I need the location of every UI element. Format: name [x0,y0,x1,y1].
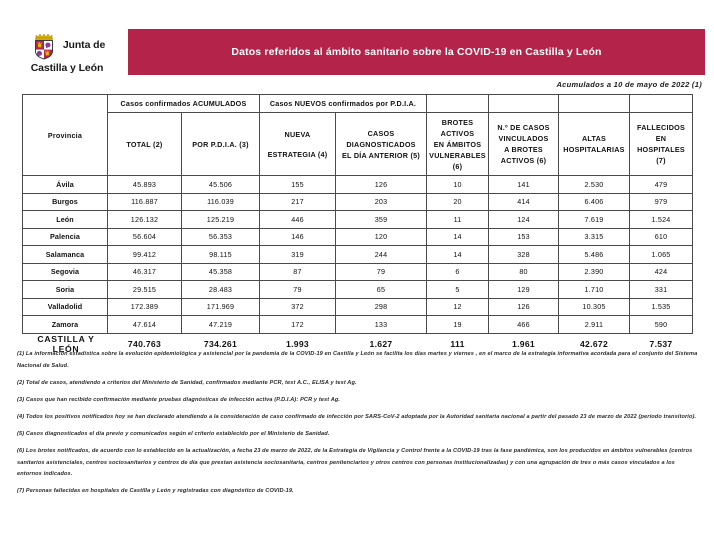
cell-brotes-activos: 20 [427,193,489,211]
cell-total-casos-dia-anterior: 1.627 [336,333,427,354]
cell-nueva-estrategia: 172 [260,316,336,334]
cell-provincia: León [23,211,108,229]
cell-altas: 7.619 [559,211,630,229]
cell-total: 172.389 [108,298,182,316]
cell-fallecidos: 1.065 [630,246,693,264]
cell-total: 56.604 [108,228,182,246]
cell-casos-dia-anterior: 126 [336,176,427,194]
column-header-fallecidos [630,113,693,176]
cell-brotes-activos: 14 [427,228,489,246]
footnote-2: (2) Total de casos, atendiendo a criterios del Ministerio de Sanidad, confirmados mediante PCR, test A.C., ELISA y test Ag. [17,379,357,386]
cell-total: 116.887 [108,193,182,211]
cell-altas: 10.305 [559,298,630,316]
cell-total: 45.893 [108,176,182,194]
cell-casos-vinculados: 129 [489,281,559,299]
cell-provincia: Salamanca [23,246,108,264]
cell-fallecidos: 331 [630,281,693,299]
col-brotes-l3: EN ÁMBITOS [433,139,482,149]
cell-altas: 6.406 [559,193,630,211]
cell-nueva-estrategia: 155 [260,176,336,194]
col-diaant-l1: CASOS [367,128,395,138]
group-header-acumulados: Casos confirmados ACUMULADOS [108,95,260,113]
footnote-7: (7) Personas fallecidas en hospitales de Castilla y León y registradas con diagnóstico de COVID-19. [17,488,294,495]
title-banner [128,29,705,75]
cell-brotes-activos: 12 [427,298,489,316]
col-brotes-l4: VULNERABLES [429,150,486,160]
footnotes [17,349,699,503]
cell-casos-dia-anterior: 120 [336,228,427,246]
cell-fallecidos: 590 [630,316,693,334]
col-vinc-l3: A BROTES [504,145,543,154]
table-row [23,263,693,281]
page-title: Datos referidos al ámbito sanitario sobre la COVID-19 en Castilla y León [231,46,602,58]
table-row [23,176,693,194]
cell-total-label: CASTILLA Y LEÓN [23,333,108,354]
cell-casos-dia-anterior: 244 [336,246,427,264]
cell-altas: 2.390 [559,263,630,281]
table-row [23,211,693,229]
col-fall-l4: (7) [656,156,666,165]
logo-text-line2: Castilla y León [30,61,104,74]
cell-casos-dia-anterior: 359 [336,211,427,229]
footnote-3: (3) Casos que han recibido confirmación mediante pruebas diagnósticas de infección activa (P.D.I.A): PCR y test Ag. [17,396,341,403]
cell-nueva-estrategia: 87 [260,263,336,281]
cell-por-pdia: 45.358 [182,263,260,281]
cell-total-casos-vinculados: 1.961 [489,333,559,354]
col-brotes-l5: (6) [452,161,463,171]
table-row [23,298,693,316]
col-nueva-l1: NUEVA [284,129,311,139]
cell-brotes-activos: 10 [427,176,489,194]
column-header-por-pdia [182,113,260,176]
col-vinc-l1: N.º DE CASOS [497,123,550,132]
cell-nueva-estrategia: 446 [260,211,336,229]
cell-total: 99.412 [108,246,182,264]
cell-por-pdia: 98.115 [182,246,260,264]
cell-provincia: Palencia [23,228,108,246]
cell-nueva-estrategia: 319 [260,246,336,264]
cell-casos-vinculados: 124 [489,211,559,229]
cell-altas: 3.315 [559,228,630,246]
col-altas-l1: ALTAS [581,134,607,143]
document-header [0,26,714,78]
group-header-spacer-3 [559,95,630,113]
cell-casos-dia-anterior: 65 [336,281,427,299]
cell-casos-dia-anterior: 79 [336,263,427,281]
column-header-total [108,113,182,176]
cell-altas: 5.486 [559,246,630,264]
cell-total-nueva-estrategia: 1.993 [260,333,336,354]
logo-text-line1: Junta de [62,39,106,51]
col-porpdia-l1: POR P.D.I.A. (3) [192,139,249,149]
cell-provincia: Zamora [23,316,108,334]
coat-of-arms-icon [29,31,59,61]
cell-brotes-activos: 14 [427,246,489,264]
cell-por-pdia: 28.483 [182,281,260,299]
table-body [23,176,693,354]
cell-provincia: Soria [23,281,108,299]
cell-total: 126.132 [108,211,182,229]
col-fall-l2: EN [655,134,667,143]
col-brotes-l1: BROTES [441,117,474,127]
cell-por-pdia: 125.219 [182,211,260,229]
col-diaant-l3: EL DÍA ANTERIOR (5) [342,150,420,160]
col-diaant-l2: DIAGNOSTICADOS [346,139,416,149]
cell-por-pdia: 45.506 [182,176,260,194]
cell-casos-vinculados: 80 [489,263,559,281]
col-altas-l2: HOSPITALARIAS [563,145,625,154]
table-row [23,228,693,246]
column-header-altas-hospitalarias [559,113,630,176]
cell-nueva-estrategia: 79 [260,281,336,299]
cell-casos-vinculados: 141 [489,176,559,194]
cell-fallecidos: 1.524 [630,211,693,229]
cell-fallecidos: 1.535 [630,298,693,316]
cell-altas: 2.530 [559,176,630,194]
table-row [23,246,693,264]
col-vinc-l2: VINCULADOS [498,134,549,143]
cell-total-fallecidos: 7.537 [630,333,693,354]
col-fall-l1: FALLECIDOS [637,123,686,132]
cell-por-pdia: 171.969 [182,298,260,316]
column-header-casos-vinculados [489,113,559,176]
cell-brotes-activos: 19 [427,316,489,334]
cell-total: 46.317 [108,263,182,281]
table-row [23,316,693,334]
col-total-l1: TOTAL (2) [126,139,163,149]
cell-fallecidos: 979 [630,193,693,211]
cell-total-por-pdia: 734.261 [182,333,260,354]
cell-total: 29.515 [108,281,182,299]
cell-casos-vinculados: 126 [489,298,559,316]
cell-total: 47.614 [108,316,182,334]
cell-nueva-estrategia: 372 [260,298,336,316]
group-header-spacer-1 [427,95,489,113]
col-nueva-l2: ESTRATEGIA (4) [267,149,328,159]
table-group-header-row [23,95,693,113]
cell-casos-dia-anterior: 133 [336,316,427,334]
table-column-header-row [23,113,693,176]
cell-casos-vinculados: 466 [489,316,559,334]
cell-total-total: 740.763 [108,333,182,354]
cell-fallecidos: 610 [630,228,693,246]
cell-por-pdia: 56.353 [182,228,260,246]
cell-altas: 2.911 [559,316,630,334]
cell-altas: 1.710 [559,281,630,299]
cell-provincia: Burgos [23,193,108,211]
col-fall-l3: HOSPITALES [637,145,685,154]
table-row [23,193,693,211]
junta-logo [0,31,128,74]
cell-casos-vinculados: 328 [489,246,559,264]
group-header-spacer-2 [489,95,559,113]
cell-provincia: Ávila [23,176,108,194]
cell-brotes-activos: 6 [427,263,489,281]
cell-nueva-estrategia: 146 [260,228,336,246]
column-header-provincia: Provincia [23,95,108,176]
footnote-1: (1) La información estadística sobre la evolución epidemiológica y asistencial por la pandemia de la COVID-19 en Castilla y León se facilita los días martes y viernes , en el marco de la estrategia informativa acordada para el conjunto del Sistema Nacional de Salud. [17,351,698,369]
accumulated-date-label: Acumulados a 10 de mayo de 2022 (1) [556,80,702,89]
column-header-nueva-estrategia [260,113,336,176]
col-brotes-l2: ACTIVOS [440,128,475,138]
covid-data-table [22,94,693,354]
footnote-5: (5) Casos diagnosticados el día previo y comunicados según el criterio establecido por el Ministerio de Sanidad. [17,430,330,437]
col-vinc-l4: ACTIVOS (6) [500,156,547,165]
footnote-6: (6) Los brotes notificados, de acuerdo con lo establecido en la actualización, a fecha 23 de marzo de 2022, de la Estrategia de Vigilancia y Control frente a la COVID-19 tras la fase pandémica, son los producidos en ámbitos vulnerables (centros sanitarios asistenciales, centros sociosanitarios y centros de día que prestan asistencia sociosanitaria, centros penitenciarios y otros centros con personas institucionalizadas) y con una agrupación de tres o más casos vinculados a los entornos indicados. [17,448,693,478]
cell-casos-vinculados: 153 [489,228,559,246]
logo-row [29,31,105,61]
cell-fallecidos: 479 [630,176,693,194]
cell-provincia: Segovia [23,263,108,281]
column-header-brotes-activos [427,113,489,176]
covid-data-table-container [22,94,692,354]
cell-casos-dia-anterior: 298 [336,298,427,316]
cell-fallecidos: 424 [630,263,693,281]
cell-provincia: Valladolid [23,298,108,316]
cell-casos-vinculados: 414 [489,193,559,211]
footnote-4: (4) Todos los positivos notificados hoy se han declarado atendiendo a la consideración de caso confirmado de infección por SARS-CoV-2 adoptada por la Autoridad sanitaria nacional a partir del pasado 23 de marzo de 2022 (período transitorio). [17,413,697,420]
cell-brotes-activos: 5 [427,281,489,299]
cell-total-altas: 42.672 [559,333,630,354]
cell-nueva-estrategia: 217 [260,193,336,211]
cell-por-pdia: 47.219 [182,316,260,334]
group-header-nuevos: Casos NUEVOS confirmados por P.D.I.A. [260,95,427,113]
cell-total-brotes-activos: 111 [427,333,489,354]
cell-por-pdia: 116.039 [182,193,260,211]
column-header-casos-dia-anterior [336,113,427,176]
cell-casos-dia-anterior: 203 [336,193,427,211]
group-header-spacer-4 [630,95,693,113]
table-row [23,281,693,299]
cell-brotes-activos: 11 [427,211,489,229]
